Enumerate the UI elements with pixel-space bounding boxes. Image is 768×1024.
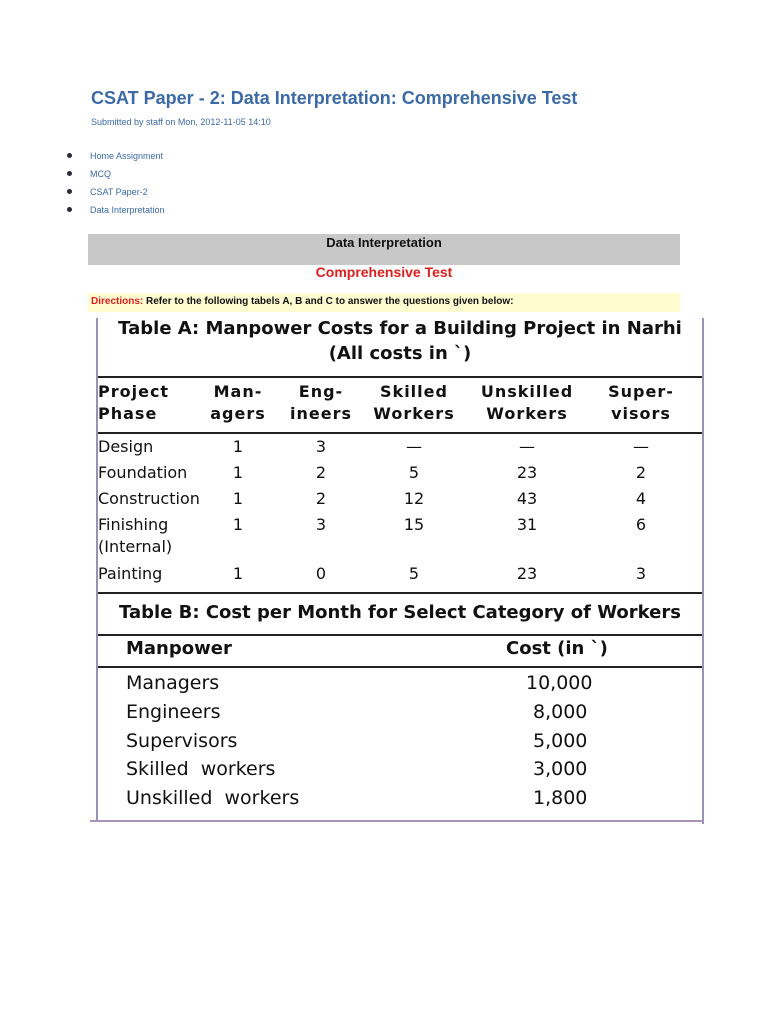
- frame-bottom: [90, 820, 704, 822]
- table-a-cell: —: [633, 437, 649, 456]
- table-b-cell-cost: 5,000: [533, 730, 588, 752]
- table-a-cell: 4: [635, 489, 647, 508]
- table-a-cell-phase-note: (Internal): [98, 537, 173, 556]
- table-a-cell: 5: [408, 463, 420, 482]
- submitted-info: Submitted by staff on Mon, 2012-11-05 14:10: [91, 117, 271, 127]
- table-a-cell: 1: [232, 437, 244, 456]
- table-b-title: Table B: Cost per Month for Select Category of Workers: [119, 602, 681, 623]
- tag-item: [66, 168, 165, 186]
- table-a-cell: 1: [232, 515, 244, 534]
- table-a-title: Table A: Manpower Costs for a Building Project in Narhi: [118, 318, 682, 339]
- table-a-subtitle: (All costs in `): [328, 343, 472, 364]
- table-b-rule: [98, 634, 702, 636]
- tag-item: [66, 186, 165, 204]
- table-a-cell-phase: Finishing: [98, 515, 169, 534]
- table-a-rule: [98, 376, 702, 378]
- table-a-cell: 3: [315, 515, 327, 534]
- directions-box: [88, 293, 680, 312]
- table-a-cell: 1: [232, 489, 244, 508]
- table-a-cell: 5: [408, 564, 420, 583]
- table-b-cell-manpower: Skilled workers: [126, 758, 276, 780]
- tag-link-home-assignment[interactable]: Home Assignment: [90, 151, 164, 161]
- table-a-header-phase: Project Phase: [98, 382, 170, 423]
- table-a-cell: —: [406, 437, 422, 456]
- tag-list: [66, 150, 165, 222]
- table-b-header-cost: Cost (in `): [506, 638, 608, 659]
- table-b-cell-manpower: Unskilled workers: [126, 787, 300, 809]
- table-a-cell: 2: [635, 463, 647, 482]
- tag-item: [66, 150, 165, 168]
- table-a-cell: 43: [516, 489, 538, 508]
- section-header: [88, 234, 680, 265]
- table-a-cell: 0: [315, 564, 327, 583]
- table-a-header-unskilled: Unskilled Workers: [480, 382, 574, 423]
- table-a-cell-phase: Painting: [98, 564, 163, 583]
- tag-item: [66, 204, 165, 222]
- table-a-cell: 6: [635, 515, 647, 534]
- table-b-cell-manpower: Engineers: [126, 701, 221, 723]
- frame-right: [702, 318, 704, 824]
- table-a-bottom-rule: [98, 592, 702, 594]
- directions-label: Directions:: [91, 296, 144, 307]
- table-a-cell: 3: [635, 564, 647, 583]
- table-a-cell: 2: [315, 463, 327, 482]
- table-a-cell: —: [519, 437, 535, 456]
- table-b-cell-cost: 10,000: [526, 672, 593, 694]
- section-title: Data Interpretation: [326, 235, 442, 250]
- table-a-header-engineers: Eng- ineers: [290, 382, 352, 423]
- table-b-cell-cost: 8,000: [533, 701, 588, 723]
- table-a-header-managers: Man- agers: [210, 382, 266, 423]
- table-b-cell-cost: 1,800: [533, 787, 588, 809]
- table-a-header-supervisors: Super- visors: [608, 382, 674, 423]
- table-a-cell: 23: [516, 463, 538, 482]
- table-a-cell-phase: Foundation: [98, 463, 188, 482]
- tables-image: [90, 318, 704, 826]
- table-a-cell: 12: [403, 489, 425, 508]
- table-b-header-rule: [98, 666, 702, 668]
- table-a-cell: 2: [315, 489, 327, 508]
- table-a-cell-phase: Design: [98, 437, 154, 456]
- table-b-cell-manpower: Managers: [126, 672, 220, 694]
- table-a-cell: 23: [516, 564, 538, 583]
- table-a-cell: 3: [315, 437, 327, 456]
- table-a-cell: 31: [516, 515, 538, 534]
- table-a-cell-phase: Construction: [98, 489, 200, 508]
- table-b-cell-cost: 3,000: [533, 758, 588, 780]
- table-a-cell: 1: [232, 564, 244, 583]
- table-b-header-manpower: Manpower: [126, 638, 232, 659]
- table-a-cell: 1: [232, 463, 244, 482]
- tag-link-csat-paper-2[interactable]: CSAT Paper-2: [90, 187, 148, 197]
- page-title: CSAT Paper - 2: Data Interpretation: Comprehensive Test: [91, 88, 578, 108]
- table-a-cell: 15: [403, 515, 425, 534]
- tag-link-data-interpretation[interactable]: Data Interpretation: [90, 205, 165, 215]
- table-a-header-rule: [98, 432, 702, 434]
- table-a-header-skilled: Skilled Workers: [373, 382, 455, 423]
- subtitle: Comprehensive Test: [315, 264, 453, 280]
- directions-text: Refer to the following tabels A, B and C to answer the questions given below:: [146, 296, 514, 307]
- table-b-cell-manpower: Supervisors: [126, 730, 238, 752]
- tag-link-mcq[interactable]: MCQ: [90, 169, 111, 179]
